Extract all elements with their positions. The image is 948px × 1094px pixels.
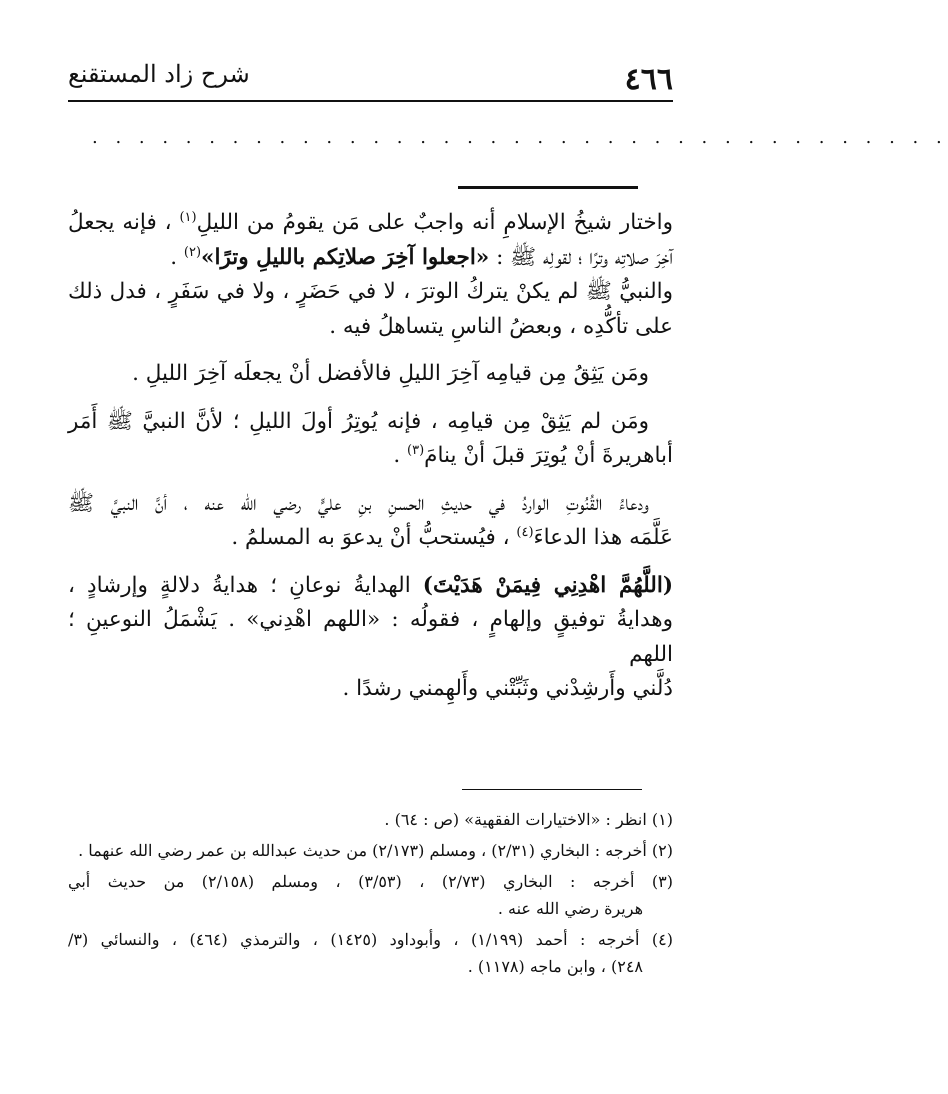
text-line: ومَن لم يَثِقْ مِن قيامِه ، فإنه يُوتِرُ أولَ الليلِ ؛ لأنَّ النبيَّ ﷺ أَمَر xyxy=(68,408,649,434)
footnote-1: (١) انظر : «الاختيارات الفقهية» (ص : ٦٤) . xyxy=(384,810,673,829)
text-line: والنبيُّ ﷺ لم يكنْ يتركُ الوترَ ، لا في حَضَرٍ ، ولا في سَفَرٍ ، فدل ذلك xyxy=(68,279,673,304)
footnote-4: (٤) أخرجه : أحمد (١/١٩٩) ، وأبوداود (١٤٢٥) ، والترمذي (٤٦٤) ، والنسائي (٣/ ٢٤٨) ، وابن ماجه (١١٧٨) . xyxy=(68,930,674,976)
hadith-quote: «اجعلوا آخِرَ صلاتِكم بالليلِ وترًا» xyxy=(201,244,490,270)
paragraph-late-witr xyxy=(68,357,673,392)
text-line: أباهريرةَ أنْ يُوتِرَ قبلَ أنْ ينامَ$^{(٣)}$ . xyxy=(393,442,673,468)
text-line: على تأكُّدِه ، وبعضُ الناسِ يتساهلُ فيه . xyxy=(329,313,673,339)
text-line: آخِرَ صلاتِه وترًا ؛ لقولِه ﷺ : «اجعلوا آخِرَ صلاتِكم بالليلِ وترًا»$^{(٢)}$ . xyxy=(170,244,673,270)
text-line: ودعاءُ القُنُوتِ الواردُ في حديثِ الحسنِ بنِ عليٍّ رضي الله عنه ، أنَّ النبيَّ ﷺ xyxy=(68,490,649,516)
running-title: شرح زاد المستقنع xyxy=(68,60,250,88)
footnote-rule xyxy=(462,789,642,790)
paragraph-guidance xyxy=(68,569,673,707)
footnote-ref: (١) xyxy=(179,209,197,225)
text-line: دُلَّني وأَرشِدْني وثَبِّتْني وأَلهِمني رشدًا . xyxy=(342,676,673,701)
footnotes xyxy=(68,806,673,984)
text-line: عَلَّمَه هذا الدعاءَ$^{(٤)}$ ، فيُستحبُّ أنْ يدعوَ به المسلمُ . xyxy=(231,524,673,550)
header-rule xyxy=(68,100,673,102)
paragraph-qunut xyxy=(68,487,673,556)
text-line: واختار شيخُ الإسلامِ أنه واجبٌ على مَن يقومُ من الليلِ$^{(١)}$ ، فإنه يجعلُ xyxy=(68,209,673,235)
footnote-ref: (٣) xyxy=(407,442,425,458)
separator-dots: . . . . . . . . . . . . . . . . . . . . . . . . . . . . . . . . . . . . . xyxy=(92,127,948,148)
text-line: وهدايةُ توفيقٍ وإلهامٍ ، فقولُه : «اللهم اهْدِني» . يَشْمَلُ النوعينِ ؛ اللهم xyxy=(68,607,673,667)
matn-quote: (اللَّهُمَّ اهْدِنِي فِيمَنْ هَدَيْتَ) xyxy=(422,572,673,598)
footnote-ref: (٤) xyxy=(516,524,534,540)
section-rule xyxy=(458,186,638,189)
footnote-2: (٢) أخرجه : البخاري (٢/٣١) ، ومسلم (٢/١٧٣) من حديث عبدالله بن عمر رضي الله عنهما . xyxy=(78,841,673,860)
page-number: ٤٦٦ xyxy=(624,62,673,97)
body-text xyxy=(68,206,673,707)
text-line: ومَن يَثِقُ مِن قيامِه آخِرَ الليلِ فالأفضل أنْ يجعلَه آخِرَ الليلِ . xyxy=(132,361,649,386)
paragraph-witr-ruling xyxy=(68,206,673,344)
paragraph-early-witr xyxy=(68,405,673,474)
page-header xyxy=(68,58,673,102)
footnote-3: (٣) أخرجه : البخاري (٢/٧٣) ، (٣/٥٣) ، ومسلم (٢/١٥٨) من حديث أبي هريرة رضي الله عنه . xyxy=(68,872,674,918)
footnote-ref: (٢) xyxy=(183,244,202,260)
text-line: (اللَّهُمَّ اهْدِنِي فِيمَنْ هَدَيْتَ) الهدايةُ نوعانِ ؛ هدايةُ دلالةٍ وإرشادٍ ، xyxy=(68,572,673,598)
